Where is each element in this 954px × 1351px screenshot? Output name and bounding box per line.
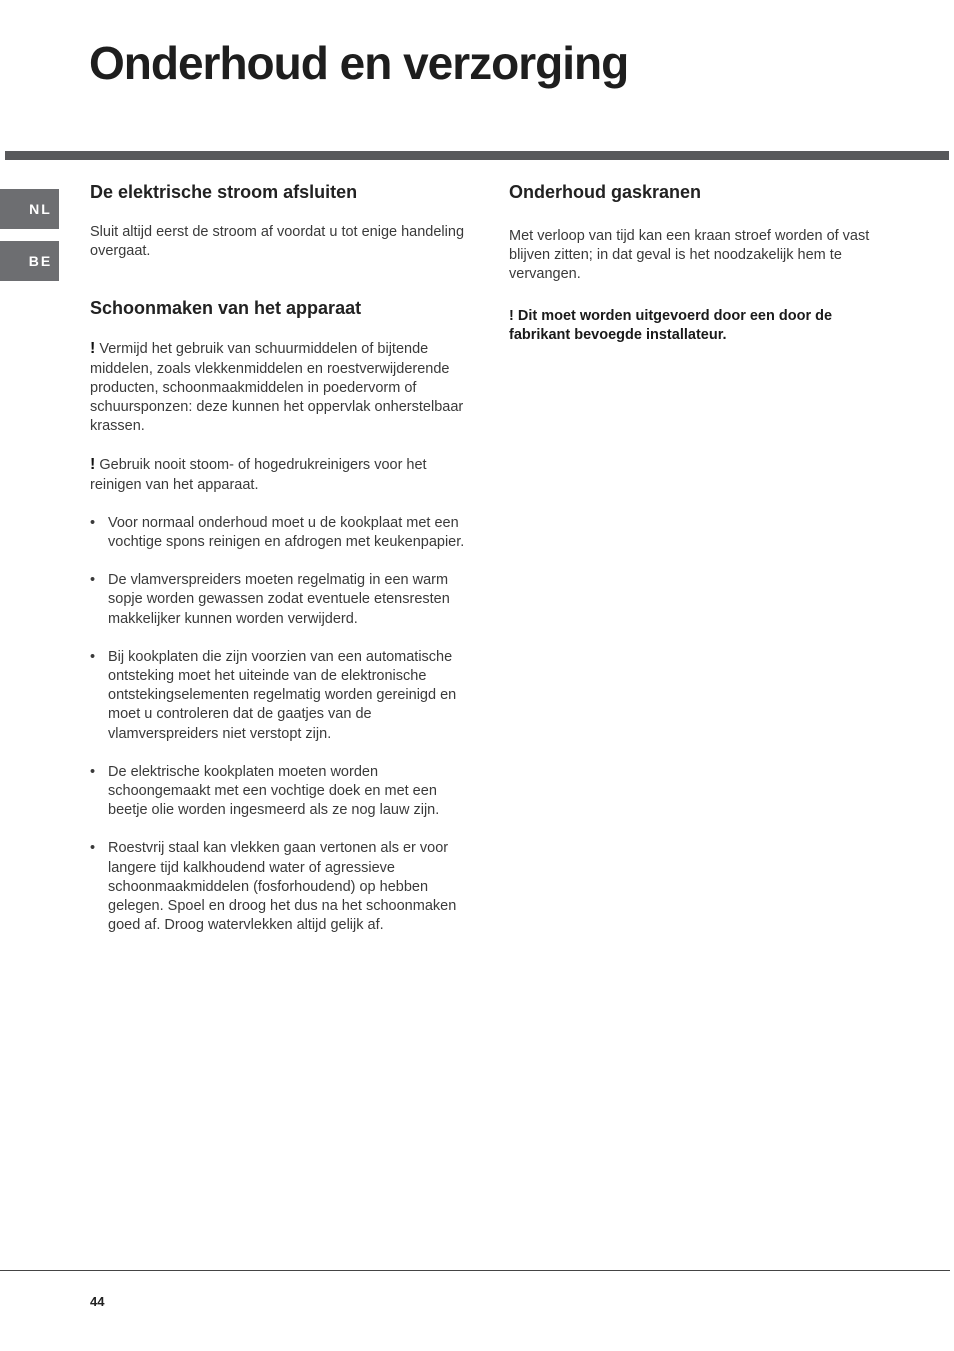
- page-title: Onderhoud en verzorging: [89, 37, 629, 89]
- cleaning-list: [90, 514, 468, 936]
- footer-divider: [0, 1270, 950, 1271]
- warning-mark: !: [90, 456, 96, 474]
- section-heading-cleaning: Schoonmaken van het apparaat: [90, 298, 362, 319]
- header-divider: [5, 151, 949, 160]
- power-text: Sluit altijd eerst de stroom af voordat u tot enige handeling overgaat.: [90, 224, 465, 260]
- list-item: • Roestvrij staal kan vlekken gaan vertonen als er voor langere tijd kalkhoudend water of agressieve schoonmaakmiddelen (fosforhoudend) op hebben gelegen. Spoel en droog het dus na het schoonmaken goed af. Droog watervlekken altijd gelijk af.: [90, 839, 468, 935]
- language-tab-be: BE: [0, 241, 59, 281]
- warning-text: Vermijd het gebruik van schuurmiddelen of bijtende middelen, zoals vlekkenmiddelen en roestverwijderende producten, schoonmaakmiddelen in poedervorm of schuursponzen: deze kunnen het oppervlak onherstelbaar krassen.: [90, 341, 464, 435]
- page-number: 44: [90, 1294, 105, 1309]
- section-heading-gas-taps: Onderhoud gaskranen: [509, 182, 702, 202]
- right-column: [509, 180, 889, 345]
- list-item: • Bij kookplaten die zijn voorzien van een automatische ontsteking moet het uiteinde van de elektronische ontstekingselementen regelmatig worden gereinigd en moet u controleren dat de gaatjes van de vlamverspreiders niet verstopt zijn.: [90, 648, 468, 744]
- installer-note: ! Dit moet worden uitgevoerd door een door de fabrikant bevoegde installateur.: [509, 307, 833, 343]
- warning-abrasives: [90, 339, 468, 436]
- section-heading-power: De elektrische stroom afsluiten: [90, 182, 358, 202]
- gas-taps-text: Met verloop van tijd kan een kraan stroef worden of vast blijven zitten; in dat geval is het noodzakelijk hem te vervangen.: [509, 228, 870, 283]
- list-item: • De vlamverspreiders moeten regelmatig in een warm sopje worden gewassen zodat eventuele etensresten makkelijker kunnen worden verwijderd.: [90, 571, 468, 629]
- warning-mark: !: [90, 340, 96, 358]
- language-tab-nl: NL: [0, 189, 59, 229]
- warning-steam: [90, 455, 468, 494]
- list-item: • De elektrische kookplaten moeten worden schoongemaakt met een vochtige doek en met een beetje olie worden ingesmeerd als ze nog lauw zijn.: [90, 763, 468, 821]
- left-column: [90, 180, 468, 954]
- warning-text: Gebruik nooit stoom- of hogedrukreinigers voor het reinigen van het apparaat.: [90, 457, 427, 493]
- list-item: • Voor normaal onderhoud moet u de kookplaat met een vochtige spons reinigen en afdrogen met keukenpapier.: [90, 514, 468, 552]
